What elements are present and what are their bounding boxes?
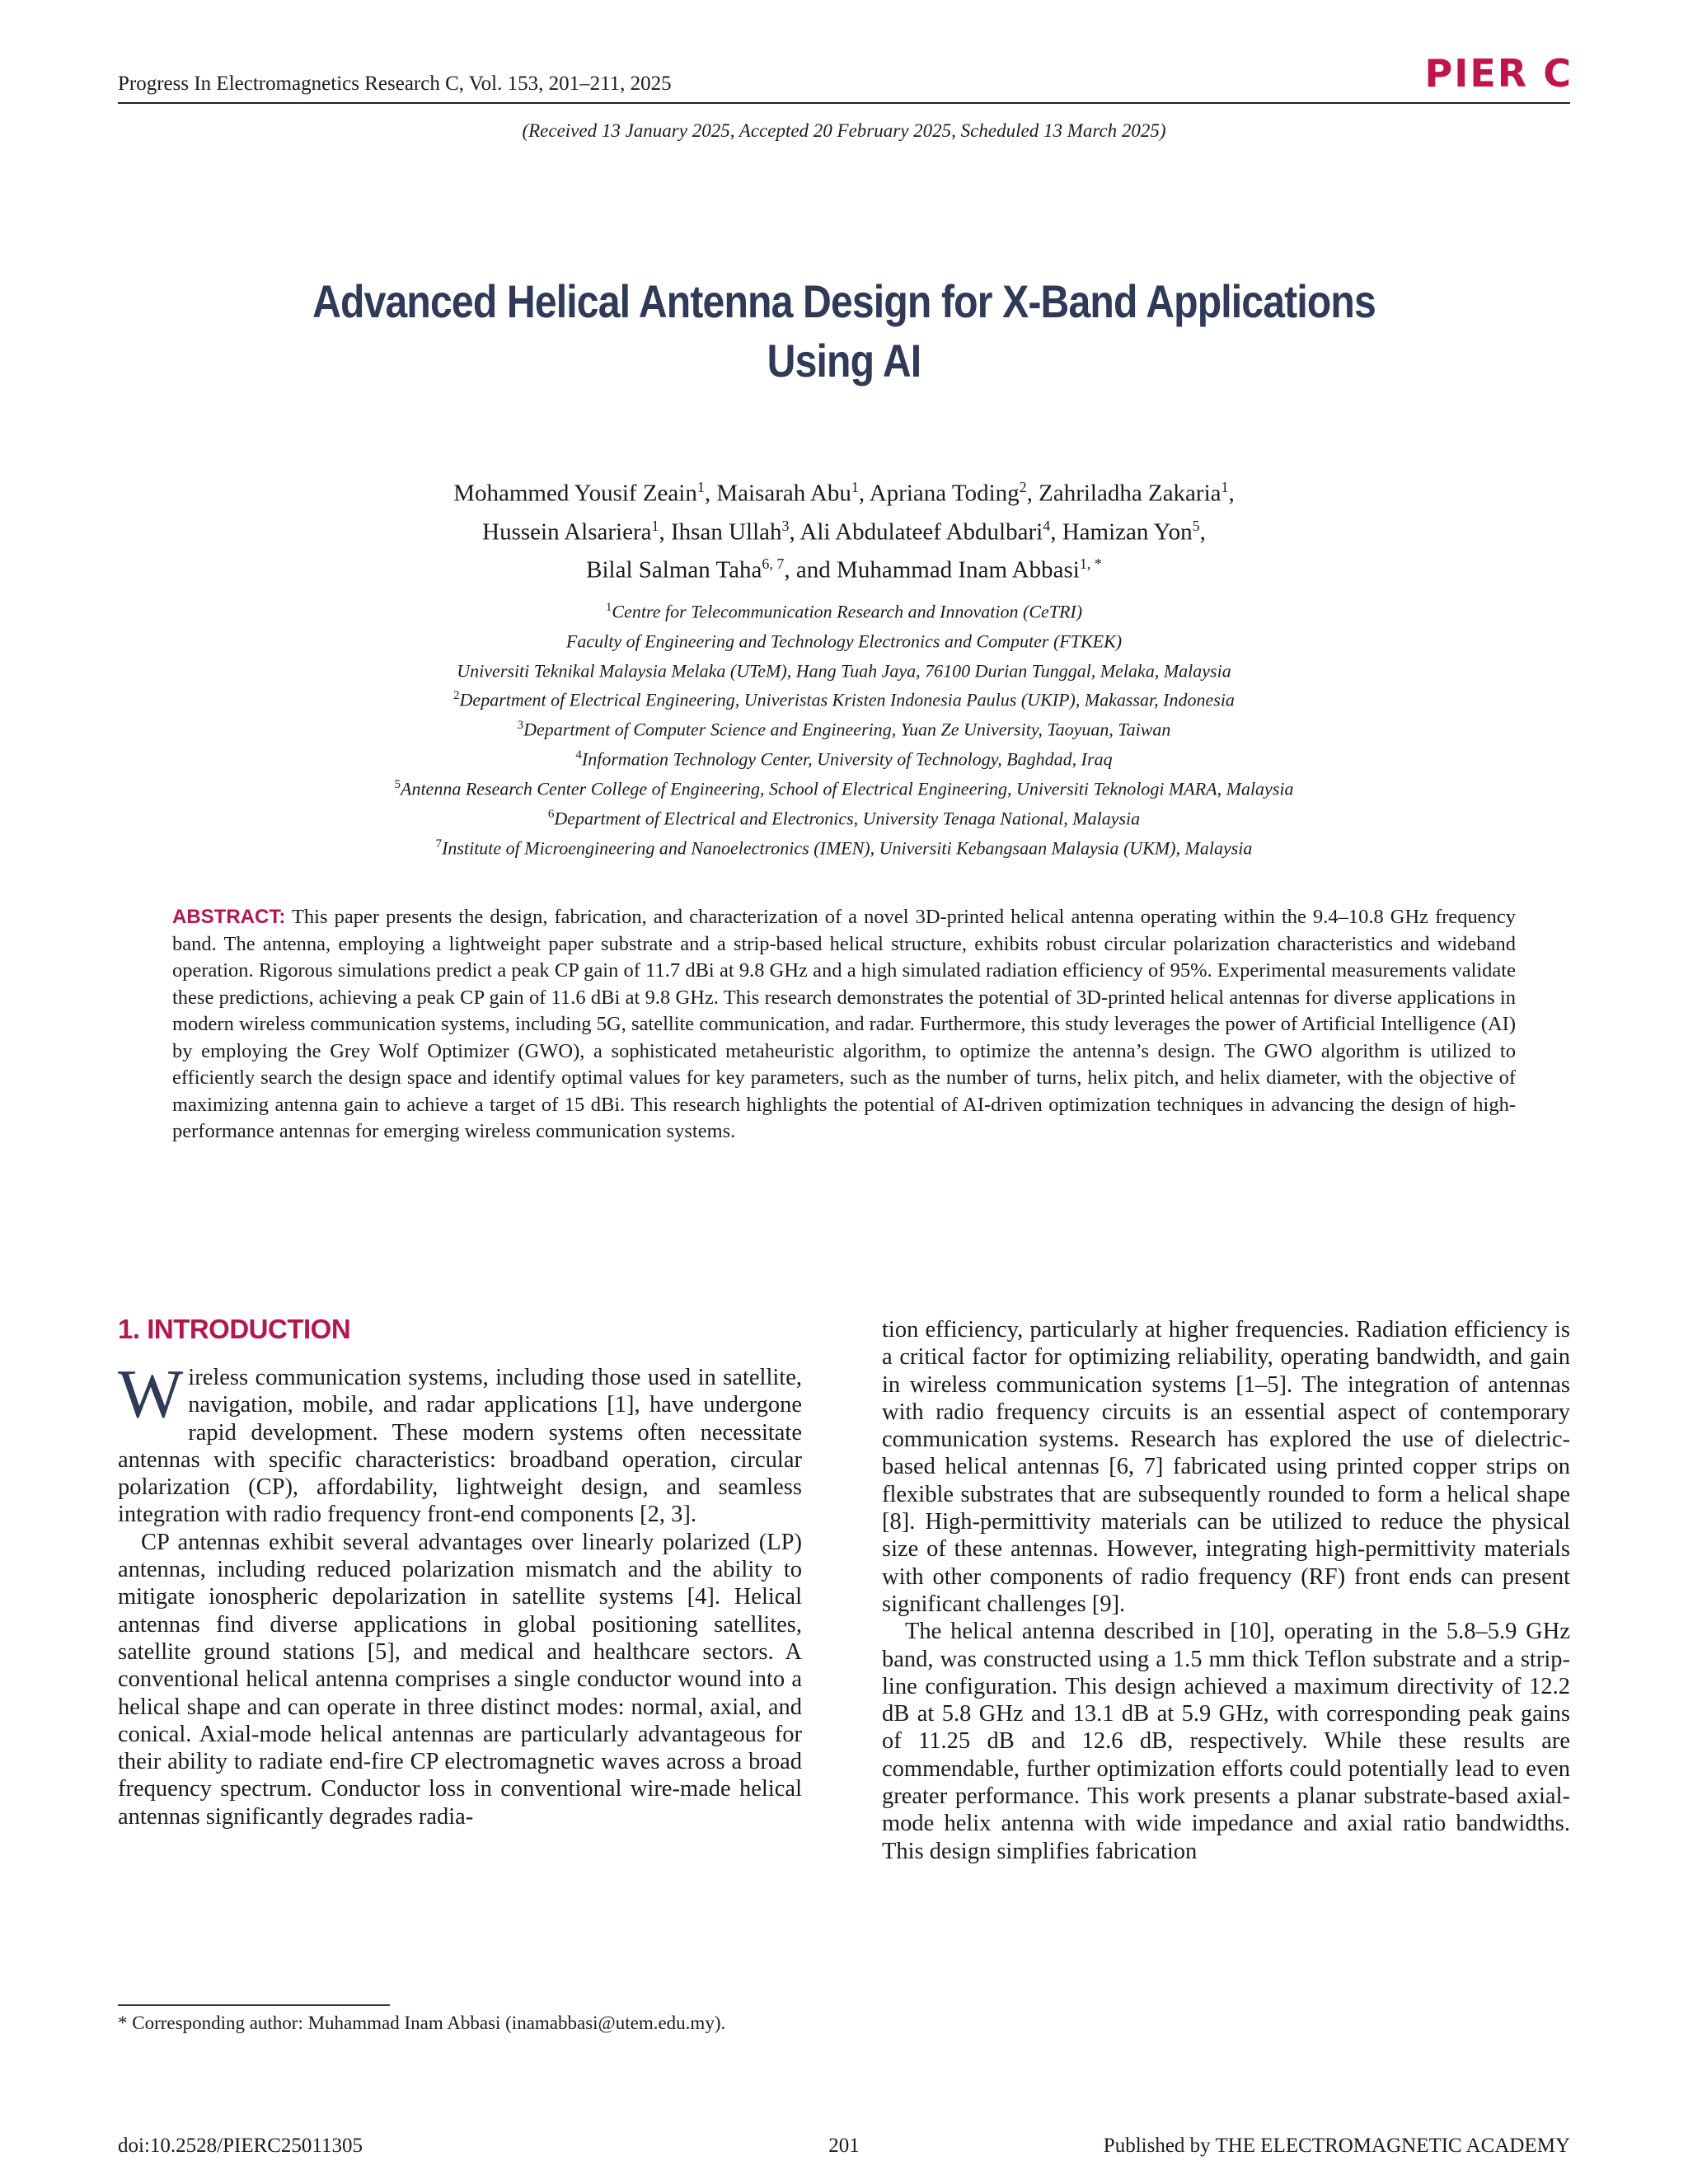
author: Maisarah Abu [716,480,851,507]
affiliation: Faculty of Engineering and Technology Electronics and Computer (FTKEK) [565,630,1123,652]
left-column [118,1356,802,1830]
abstract-text: This paper presents the design, fabrication, and characterization of a novel 3D-printed helical antenna operating within the 9.4–10.8 GHz frequency band. The antenna, employing a lightweight paper substrate and a strip-based helical structure, exhibits robust circular polarization characteristics and wideband operation. Rigorous simulations predict a peak CP gain of 11.7 dBi at 9.8 GHz and a high simulated radiation efficiency of 95%. Experimental measurements validate these predictions, achieving a peak CP gain of 11.6 dBi at 9.8 GHz. This research demonstrates the potential of 3D-printed helical antennas for diverse applications in modern wireless communication systems, including 5G, satellite communication, and radar. Furthermore, this study leverages the power of Artificial Intelligence (AI) by employing the Grey Wolf Optimizer (GWO), a sophisticated metaheuristic algorithm, to optimize the antenna’s design. The GWO algorithm is utilized to efficiently search the design space and identify optimal values for key parameters, such as the number of turns, helix pitch, and helix diameter, with the objective of maximizing antenna gain to achieve a target of 15 dBi. This research highlights the potential of AI-driven optimization techniques in advancing the design of high-performance antennas for emerging wireless communication systems. [172,906,1517,1142]
affiliation: $^3$Department of Computer Science and Engineering, Yuan Ze University, Taoyuan, Taiwan [517,719,1171,740]
affiliation: $^6$Department of Electrical and Electronics, University Tenaga National, Malaysia [547,807,1141,829]
intro-paragraph-3: tion efficiency, particularly at higher frequencies. Radiation efficiency is a critical factor for optimizing reliability, operating bandwidth, and gain in wireless communication systems [1–5]. The integration of antennas with radio frequency circuits is an essential aspect of contemporary communication systems. Research has explored the use of dielectric-based helical antennas [6, 7] fabricated using printed copper strips on flexible substrates that are subsequently rounded to form a helical shape [8]. High-permittivity materials can be utilized to reduce the physical size of these antennas. However, integrating high-permittivity materials with other components of radio frequency (RF) front ends can present significant challenges [9]. [882,1317,1570,1617]
author-line-3: Bilal Salman Taha$^{6, 7}$, and Muhammad Inam Abbasi$^{1, *}$ [586,555,1102,583]
received-dates: (Received 13 January 2025, Accepted 20 February 2025, Scheduled 13 March 2025) [522,120,1166,141]
author: Hamizan Yon [1062,518,1193,546]
intro-paragraph-4: The helical antenna described in [10], operating in the 5.8–5.9 GHz band, was constructed using a 1.5 mm thick Teflon substrate and a strip-line configuration. This design achieved a maximum directivity of 12.2 dB at 5.8 GHz and 13.1 dB at 5.9 GHz, with corresponding peak gains of 11.25 dB and 12.6 dB, respectively. While these results are commendable, further optimization efforts could potentially lead to even greater performance. This work presents a planar substrate-based axial-mode helix antenna with wide impedance and axial ratio bandwidths. This design simplifies fabrication [882,1619,1570,1864]
affiliation-list [124,595,1564,860]
publisher-line: Published by THE ELECTROMAGNETIC ACADEMY [1103,2135,1570,2157]
right-column [882,1316,1570,1865]
corresponding-author-footnote: * Corresponding author: Muhammad Inam Abbasi (inamabbasi@utem.edu.my). [118,2013,726,2033]
author: Hussein Alsariera [482,518,652,546]
author-line-1: Mohammed Yousif Zeain$^1$, Maisarah Abu$^1$, Apriana Toding$^2$, Zahriladha Zakaria$^1$, [453,479,1235,507]
author: and Muhammad Inam Abbasi [795,556,1080,583]
author: Ali Abdulateef Abdulbari [799,518,1043,546]
intro-paragraph-1: Wireless communication systems, including those used in satellite, navigation, mobile, and radar applications [1], have undergone rapid development. These modern systems often necessitate antennas with specific characteristics: broadband operation, circular polarization (CP), affordability, lightweight design, and seamless integration with radio frequency front-end components [2, 3]. [118,1356,802,1528]
doi-link[interactable]: doi:10.2528/PIERC25011305 [118,2135,363,2157]
author: Zahriladha Zakaria [1039,480,1221,507]
drop-cap: W [118,1356,184,1432]
author: Mohammed Yousif Zeain [453,480,697,507]
title-line-2: Using AI [767,335,921,387]
intro-paragraph-2: CP antennas exhibit several advantages over linearly polarized (LP) antennas, including reduced polarization mismatch and the ability to mitigate ionospheric depolarization in satellite systems [4]. Helical antennas find diverse applications in global positioning satellites, satellite ground stations [5], and medical and healthcare sectors. A conventional helical antenna comprises a single conductor wound into a helical shape and can operate in three distinct modes: normal, axial, and conical. Axial-mode helical antennas are particularly advantageous for their ability to radiate end-fire CP electromagnetic waves across a broad frequency spectrum. Conductor loss in conventional wire-made helical antennas significantly degrades radia- [118,1529,802,1830]
paper-title [165,272,1523,391]
author: Apriana Toding [869,480,1020,507]
abstract [172,904,1516,1146]
affiliation: $^4$Information Technology Center, University of Technology, Baghdad, Iraq [575,748,1113,770]
affiliation: $^5$Antenna Research Center College of Engineering, School of Electrical Engineering, Universiti Teknologi MARA, Malaysia [394,777,1294,799]
section-heading-introduction: 1. INTRODUCTION [118,1314,351,1344]
page-number: 201 [828,2135,860,2157]
title-line-1: Advanced Helical Antenna Design for X-Band Applications [312,275,1376,327]
author: Bilal Salman Taha [586,556,762,583]
journal-citation: Progress In Electromagnetics Research C, Vol. 153, 201–211, 2025 [118,73,672,95]
affiliation: $^7$Institute of Microengineering and Nanoelectronics (IMEN), Universiti Kebangsaan Malaysia (UKM), Malaysia [435,837,1253,858]
footnote-rule [118,2004,390,2006]
affiliation: Universiti Teknikal Malaysia Melaka (UTeM), Hang Tuah Jaya, 76100 Durian Tunggal, Melaka, Malaysia [457,659,1231,681]
abstract-label: ABSTRACT: [172,906,286,928]
author-list [165,471,1523,587]
affiliation: $^1$Centre for Telecommunication Research and Innovation (CeTRI) [605,601,1083,622]
author: Ihsan Ullah [671,518,782,546]
affiliation: $^2$Department of Electrical Engineering, Univeristas Kristen Indonesia Paulus (UKIP), Makassar, Indonesia [453,689,1235,710]
header-rule [118,102,1570,104]
author-line-2: Hussein Alsariera$^1$, Ihsan Ullah$^3$, Ali Abdulateef Abdulbari$^4$, Hamizan Yon$^5$, [482,517,1206,546]
journal-logo: PIER C [1424,51,1573,96]
